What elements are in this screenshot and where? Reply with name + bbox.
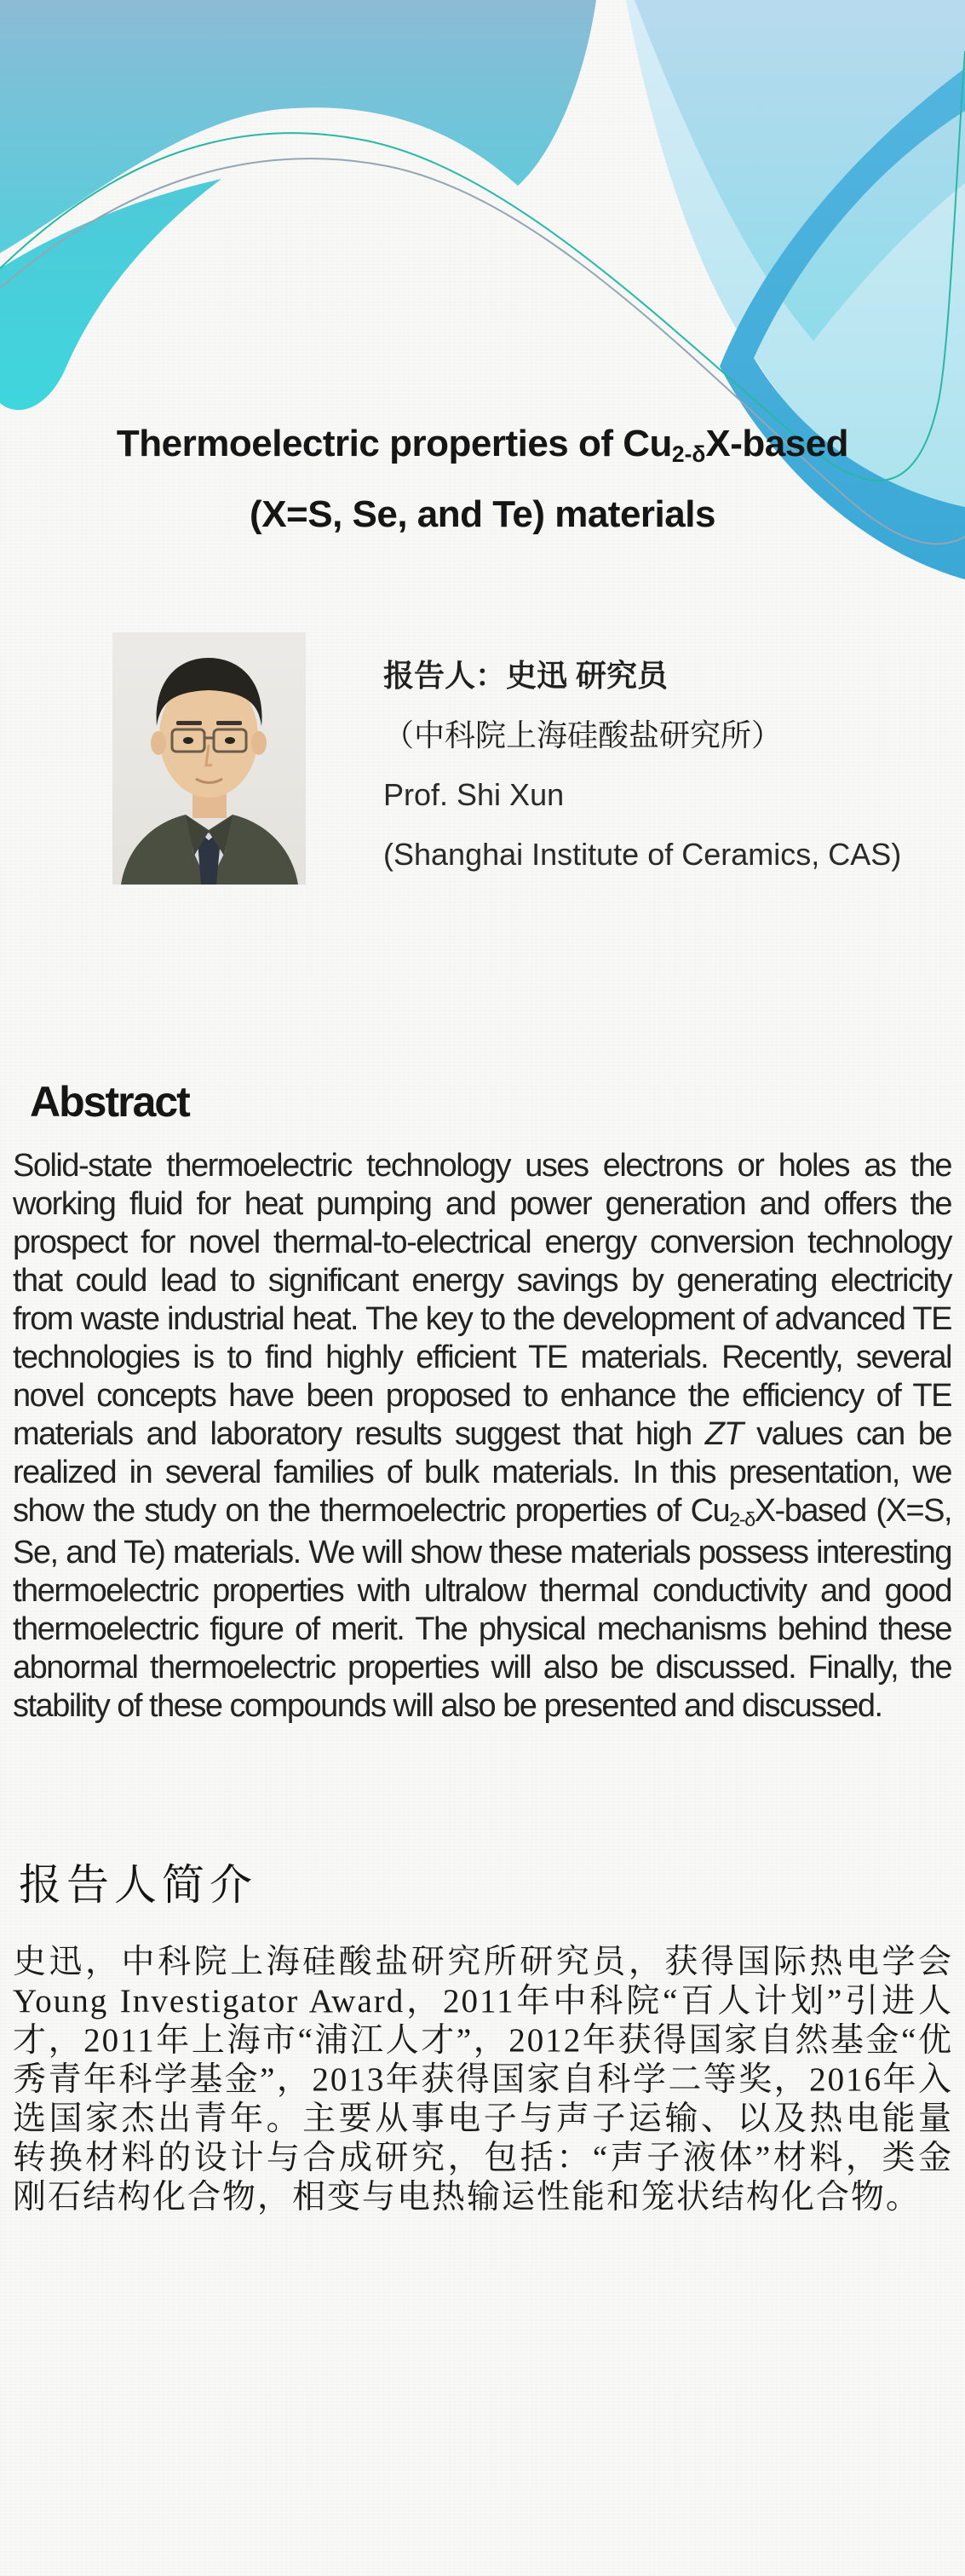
speaker-affiliation-cn: （中科院上海硅酸盐研究所）	[383, 718, 783, 752]
abstract-text-3: X-based (X=S, Se, and Te) materials. We will show these materials possess interesting thermoelectric properties with ultralow thermal conductivity and good thermoelectric figure of merit. The physical mechanisms behind these abnormal thermoelectric properties will also be discussed. Finally, the stability of these compounds will also be presented and discussed.	[13, 1493, 951, 1724]
bio-body: 史迅，中科院上海硅酸盐研究所研究员，获得国际热电学会Young Investigator Award，2011年中科院“百人计划”引进人才，2011年上海市“浦江人才”，2012年获得国家自然基金“优秀青年科学基金”，2013年获得国家自科学二等奖，2016年入选国家杰出青年。主要从事电子与声子运输、以及热电能量转换材料的设计与合成研究，包括：“声子液体”材料，类金刚石结构化合物，相变与电热输运性能和笼状结构化合物。	[13, 1944, 953, 2216]
title-text: Thermoelectric properties of Cu	[116, 423, 672, 464]
abstract-heading: Abstract	[30, 1077, 189, 1126]
abstract-text-2: values can be realized in several families of bulk materials. In this presentation, we show the study on the thermoelectric properties of Cu	[13, 1416, 951, 1529]
talk-title	[0, 411, 965, 548]
talk-title-line2: (X=S, Se, and Te) materials	[250, 493, 715, 535]
speaker-name-cn: 报告人：史迅 研究员	[383, 658, 669, 693]
speaker-photo	[112, 632, 306, 885]
talk-title-line1	[0, 411, 965, 481]
title-text-post: X-based	[705, 423, 849, 464]
title-subscript: 2-δ	[671, 441, 706, 468]
speaker-name-en: Prof. Shi Xun	[383, 777, 565, 812]
speaker-affiliation-en: (Shanghai Institute of Ceramics, CAS)	[383, 837, 902, 872]
abstract-body	[13, 1147, 951, 1726]
bio-heading: 报告人简介	[19, 1860, 257, 1909]
abstract-text-1: Solid-state thermoelectric technology uses electrons or holes as the working fluid for heat pumping and power generation and offers the prospect for novel thermal-to-electrical energy conversion technology that could lead to significant energy savings by generating electricity from waste industrial heat. The key to the development of advanced TE technologies is to find highly efficient TE materials. Recently, several novel concepts have been proposed to enhance the efficiency of TE materials and laboratory results suggest that high	[13, 1148, 951, 1452]
portrait-illustration	[112, 632, 306, 885]
speaker-info	[383, 646, 945, 885]
abstract-zt-italic: ZT	[704, 1416, 744, 1452]
abstract-cu-subscript: 2-δ	[729, 1508, 755, 1531]
